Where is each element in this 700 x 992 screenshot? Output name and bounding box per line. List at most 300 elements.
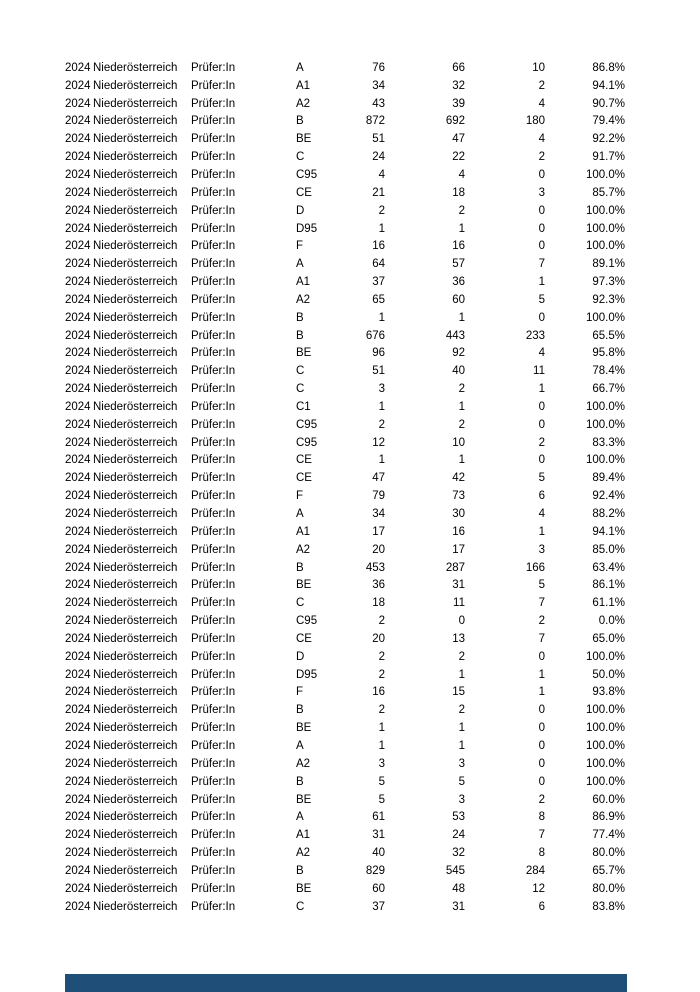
cell-count-1: 18 (372, 597, 385, 610)
cell-class: B (296, 704, 304, 717)
cell-class: B (296, 311, 304, 324)
cell-count-1: 43 (372, 97, 385, 110)
cell-class: C95 (296, 168, 318, 181)
cell-count-3: 2 (538, 151, 545, 164)
table-row (0, 844, 700, 862)
cell-examiner: Prüfer:In (191, 757, 236, 770)
cell-year: 2024 (65, 293, 91, 306)
cell-count-1: 4 (378, 168, 385, 181)
table-row (0, 773, 700, 791)
cell-region: Niederösterreich (93, 383, 178, 396)
cell-count-1: 12 (372, 436, 385, 449)
cell-count-2: 1 (458, 739, 465, 752)
cell-pass-rate: 86.8% (592, 61, 625, 74)
cell-count-1: 96 (372, 347, 385, 360)
cell-count-3: 0 (538, 722, 545, 735)
cell-year: 2024 (65, 900, 91, 913)
cell-count-3: 3 (538, 543, 545, 556)
cell-count-3: 5 (538, 472, 545, 485)
cell-year: 2024 (65, 561, 91, 574)
cell-class: D95 (296, 222, 318, 235)
cell-examiner: Prüfer:In (191, 79, 236, 92)
footer-highlight-bar (65, 974, 627, 992)
cell-class: D95 (296, 668, 318, 681)
cell-region: Niederösterreich (93, 365, 178, 378)
cell-count-1: 65 (372, 293, 385, 306)
cell-examiner: Prüfer:In (191, 864, 236, 877)
cell-region: Niederösterreich (93, 276, 178, 289)
cell-count-1: 1 (378, 311, 385, 324)
cell-class: A (296, 811, 304, 824)
cell-region: Niederösterreich (93, 168, 178, 181)
cell-count-2: 15 (452, 686, 465, 699)
table-row (0, 398, 700, 416)
cell-region: Niederösterreich (93, 739, 178, 752)
cell-year: 2024 (65, 650, 91, 663)
cell-region: Niederösterreich (93, 400, 178, 413)
table-row (0, 309, 700, 327)
cell-count-3: 0 (538, 775, 545, 788)
cell-pass-rate: 50.0% (592, 668, 625, 681)
cell-count-1: 37 (372, 276, 385, 289)
cell-year: 2024 (65, 757, 91, 770)
cell-year: 2024 (65, 472, 91, 485)
cell-pass-rate: 97.3% (592, 276, 625, 289)
cell-year: 2024 (65, 454, 91, 467)
cell-region: Niederösterreich (93, 115, 178, 128)
cell-count-3: 4 (538, 133, 545, 146)
cell-class: CE (296, 186, 312, 199)
table-row (0, 523, 700, 541)
cell-region: Niederösterreich (93, 418, 178, 431)
cell-year: 2024 (65, 579, 91, 592)
cell-count-1: 20 (372, 632, 385, 645)
cell-count-2: 47 (452, 133, 465, 146)
cell-count-2: 66 (452, 61, 465, 74)
cell-region: Niederösterreich (93, 293, 178, 306)
cell-count-3: 4 (538, 347, 545, 360)
cell-count-1: 2 (378, 704, 385, 717)
cell-region: Niederösterreich (93, 704, 178, 717)
cell-count-2: 2 (458, 704, 465, 717)
cell-count-1: 3 (378, 383, 385, 396)
cell-count-2: 10 (452, 436, 465, 449)
cell-class: B (296, 775, 304, 788)
cell-pass-rate: 100.0% (585, 775, 625, 788)
cell-count-3: 11 (533, 365, 545, 378)
cell-count-3: 0 (538, 650, 545, 663)
cell-examiner: Prüfer:In (191, 400, 236, 413)
table-row (0, 630, 700, 648)
cell-region: Niederösterreich (93, 79, 178, 92)
table-row (0, 273, 700, 291)
table-row (0, 862, 700, 880)
cell-year: 2024 (65, 240, 91, 253)
table-row (0, 362, 700, 380)
cell-year: 2024 (65, 864, 91, 877)
cell-count-2: 692 (445, 115, 465, 128)
cell-pass-rate: 65.7% (592, 864, 625, 877)
cell-class: A2 (296, 293, 311, 306)
cell-class: B (296, 864, 304, 877)
cell-class: BE (296, 882, 312, 895)
cell-year: 2024 (65, 436, 91, 449)
cell-count-2: 18 (452, 186, 465, 199)
table-row (0, 380, 700, 398)
cell-count-3: 0 (538, 400, 545, 413)
cell-examiner: Prüfer:In (191, 775, 236, 788)
cell-class: BE (296, 133, 312, 146)
cell-count-1: 829 (365, 864, 385, 877)
cell-count-3: 284 (525, 864, 545, 877)
table-row (0, 487, 700, 505)
cell-pass-rate: 89.1% (592, 258, 625, 271)
cell-year: 2024 (65, 490, 91, 503)
cell-pass-rate: 60.0% (592, 793, 625, 806)
cell-count-3: 1 (538, 686, 545, 699)
cell-count-1: 61 (372, 811, 385, 824)
cell-year: 2024 (65, 882, 91, 895)
cell-region: Niederösterreich (93, 186, 178, 199)
cell-count-1: 51 (372, 365, 385, 378)
cell-count-2: 36 (452, 276, 465, 289)
cell-class: C1 (296, 400, 311, 413)
cell-count-3: 180 (525, 115, 545, 128)
cell-class: F (296, 240, 304, 253)
cell-count-2: 17 (452, 543, 465, 556)
table-row (0, 612, 700, 630)
cell-class: F (296, 490, 304, 503)
cell-pass-rate: 78.4% (592, 365, 625, 378)
cell-region: Niederösterreich (93, 757, 178, 770)
table-row (0, 684, 700, 702)
cell-examiner: Prüfer:In (191, 793, 236, 806)
cell-year: 2024 (65, 739, 91, 752)
cell-count-1: 453 (365, 561, 385, 574)
cell-count-2: 2 (458, 383, 465, 396)
cell-pass-rate: 85.7% (592, 186, 625, 199)
cell-region: Niederösterreich (93, 490, 178, 503)
cell-class: A (296, 508, 304, 521)
cell-year: 2024 (65, 133, 91, 146)
cell-count-3: 6 (538, 900, 545, 913)
cell-count-2: 2 (458, 204, 465, 217)
cell-region: Niederösterreich (93, 204, 178, 217)
cell-count-3: 1 (538, 525, 545, 538)
cell-examiner: Prüfer:In (191, 882, 236, 895)
cell-year: 2024 (65, 61, 91, 74)
cell-class: C95 (296, 418, 318, 431)
cell-examiner: Prüfer:In (191, 579, 236, 592)
cell-region: Niederösterreich (93, 829, 178, 842)
cell-region: Niederösterreich (93, 775, 178, 788)
cell-pass-rate: 89.4% (592, 472, 625, 485)
cell-region: Niederösterreich (93, 686, 178, 699)
cell-count-3: 5 (538, 293, 545, 306)
cell-examiner: Prüfer:In (191, 632, 236, 645)
cell-region: Niederösterreich (93, 722, 178, 735)
cell-year: 2024 (65, 722, 91, 735)
cell-year: 2024 (65, 115, 91, 128)
cell-region: Niederösterreich (93, 329, 178, 342)
cell-pass-rate: 100.0% (585, 757, 625, 770)
cell-count-1: 31 (372, 829, 385, 842)
cell-pass-rate: 91.7% (592, 151, 625, 164)
cell-examiner: Prüfer:In (191, 508, 236, 521)
cell-year: 2024 (65, 508, 91, 521)
cell-region: Niederösterreich (93, 847, 178, 860)
table-row (0, 416, 700, 434)
cell-pass-rate: 100.0% (585, 418, 625, 431)
cell-class: C (296, 383, 305, 396)
cell-class: A (296, 739, 304, 752)
cell-count-2: 1 (458, 722, 465, 735)
cell-year: 2024 (65, 811, 91, 824)
cell-count-2: 16 (452, 240, 465, 253)
cell-class: B (296, 561, 304, 574)
table-row (0, 77, 700, 95)
cell-class: BE (296, 793, 312, 806)
cell-count-2: 1 (458, 454, 465, 467)
table-row (0, 291, 700, 309)
cell-examiner: Prüfer:In (191, 311, 236, 324)
cell-pass-rate: 93.8% (592, 686, 625, 699)
cell-year: 2024 (65, 258, 91, 271)
cell-class: CE (296, 632, 312, 645)
cell-count-1: 2 (378, 615, 385, 628)
table-row (0, 808, 700, 826)
table-row (0, 202, 700, 220)
cell-pass-rate: 63.4% (592, 561, 625, 574)
cell-count-1: 1 (378, 222, 385, 235)
cell-count-2: 73 (452, 490, 465, 503)
cell-examiner: Prüfer:In (191, 597, 236, 610)
table-row (0, 559, 700, 577)
cell-count-2: 16 (452, 525, 465, 538)
cell-count-1: 1 (378, 400, 385, 413)
cell-year: 2024 (65, 543, 91, 556)
cell-class: B (296, 329, 304, 342)
cell-region: Niederösterreich (93, 900, 178, 913)
cell-count-1: 21 (372, 186, 385, 199)
cell-count-1: 872 (365, 115, 385, 128)
cell-region: Niederösterreich (93, 436, 178, 449)
cell-count-2: 32 (452, 847, 465, 860)
cell-region: Niederösterreich (93, 668, 178, 681)
cell-year: 2024 (65, 383, 91, 396)
cell-count-2: 2 (458, 650, 465, 663)
table-row (0, 826, 700, 844)
cell-class: A1 (296, 525, 311, 538)
cell-count-1: 51 (372, 133, 385, 146)
cell-pass-rate: 100.0% (585, 722, 625, 735)
cell-year: 2024 (65, 632, 91, 645)
cell-count-2: 3 (458, 757, 465, 770)
cell-examiner: Prüfer:In (191, 668, 236, 681)
cell-count-3: 0 (538, 168, 545, 181)
cell-class: A (296, 258, 304, 271)
cell-count-1: 2 (378, 418, 385, 431)
cell-examiner: Prüfer:In (191, 615, 236, 628)
cell-year: 2024 (65, 847, 91, 860)
cell-count-3: 3 (538, 186, 545, 199)
cell-count-2: 32 (452, 79, 465, 92)
cell-count-3: 0 (538, 739, 545, 752)
cell-year: 2024 (65, 347, 91, 360)
cell-pass-rate: 95.8% (592, 347, 625, 360)
table-row (0, 701, 700, 719)
cell-class: D (296, 650, 305, 663)
cell-count-3: 0 (538, 757, 545, 770)
cell-count-2: 4 (458, 168, 465, 181)
cell-region: Niederösterreich (93, 258, 178, 271)
cell-count-2: 1 (458, 222, 465, 235)
cell-examiner: Prüfer:In (191, 186, 236, 199)
cell-year: 2024 (65, 793, 91, 806)
cell-year: 2024 (65, 97, 91, 110)
table-row (0, 755, 700, 773)
cell-pass-rate: 86.9% (592, 811, 625, 824)
cell-count-2: 22 (452, 151, 465, 164)
cell-examiner: Prüfer:In (191, 739, 236, 752)
cell-count-3: 166 (525, 561, 545, 574)
cell-count-2: 545 (445, 864, 465, 877)
cell-year: 2024 (65, 276, 91, 289)
cell-pass-rate: 80.0% (592, 882, 625, 895)
cell-class: B (296, 115, 304, 128)
cell-region: Niederösterreich (93, 882, 178, 895)
cell-count-3: 2 (538, 79, 545, 92)
table-row (0, 880, 700, 898)
cell-examiner: Prüfer:In (191, 347, 236, 360)
cell-pass-rate: 61.1% (592, 597, 625, 610)
cell-count-1: 64 (372, 258, 385, 271)
cell-region: Niederösterreich (93, 615, 178, 628)
cell-examiner: Prüfer:In (191, 61, 236, 74)
cell-pass-rate: 66.7% (592, 383, 625, 396)
cell-examiner: Prüfer:In (191, 418, 236, 431)
cell-year: 2024 (65, 704, 91, 717)
table-row (0, 237, 700, 255)
cell-count-2: 53 (452, 811, 465, 824)
cell-examiner: Prüfer:In (191, 258, 236, 271)
table-row (0, 469, 700, 487)
cell-examiner: Prüfer:In (191, 561, 236, 574)
cell-pass-rate: 85.0% (592, 543, 625, 556)
cell-count-2: 30 (452, 508, 465, 521)
cell-class: BE (296, 579, 312, 592)
cell-count-3: 233 (525, 329, 545, 342)
cell-region: Niederösterreich (93, 133, 178, 146)
cell-pass-rate: 94.1% (592, 79, 625, 92)
cell-pass-rate: 100.0% (585, 240, 625, 253)
cell-count-3: 2 (538, 615, 545, 628)
cell-year: 2024 (65, 686, 91, 699)
cell-count-3: 1 (538, 668, 545, 681)
cell-count-1: 2 (378, 650, 385, 663)
table-row (0, 113, 700, 131)
cell-examiner: Prüfer:In (191, 472, 236, 485)
results-table (0, 59, 700, 916)
cell-count-2: 1 (458, 311, 465, 324)
cell-count-2: 57 (452, 258, 465, 271)
cell-count-1: 20 (372, 543, 385, 556)
table-row (0, 434, 700, 452)
cell-region: Niederösterreich (93, 561, 178, 574)
cell-year: 2024 (65, 365, 91, 378)
cell-examiner: Prüfer:In (191, 240, 236, 253)
cell-count-1: 34 (372, 508, 385, 521)
cell-class: A1 (296, 79, 311, 92)
table-row (0, 345, 700, 363)
cell-count-2: 1 (458, 400, 465, 413)
cell-count-2: 13 (452, 632, 465, 645)
cell-region: Niederösterreich (93, 525, 178, 538)
cell-count-1: 24 (372, 151, 385, 164)
table-row (0, 220, 700, 238)
cell-region: Niederösterreich (93, 454, 178, 467)
cell-count-1: 34 (372, 79, 385, 92)
cell-year: 2024 (65, 525, 91, 538)
cell-count-3: 12 (532, 882, 545, 895)
cell-count-3: 0 (538, 240, 545, 253)
cell-count-1: 5 (378, 775, 385, 788)
cell-class: C95 (296, 436, 318, 449)
cell-region: Niederösterreich (93, 864, 178, 877)
table-row (0, 666, 700, 684)
cell-examiner: Prüfer:In (191, 811, 236, 824)
cell-pass-rate: 86.1% (592, 579, 625, 592)
cell-region: Niederösterreich (93, 97, 178, 110)
cell-examiner: Prüfer:In (191, 97, 236, 110)
cell-count-1: 1 (378, 722, 385, 735)
cell-region: Niederösterreich (93, 222, 178, 235)
cell-count-2: 2 (458, 418, 465, 431)
cell-examiner: Prüfer:In (191, 525, 236, 538)
cell-region: Niederösterreich (93, 151, 178, 164)
cell-count-3: 0 (538, 704, 545, 717)
cell-count-2: 287 (445, 561, 465, 574)
cell-pass-rate: 65.0% (592, 632, 625, 645)
cell-count-3: 1 (538, 276, 545, 289)
table-row (0, 541, 700, 559)
cell-examiner: Prüfer:In (191, 365, 236, 378)
cell-class: BE (296, 722, 312, 735)
cell-count-2: 60 (452, 293, 465, 306)
cell-class: A2 (296, 97, 311, 110)
cell-region: Niederösterreich (93, 632, 178, 645)
cell-pass-rate: 100.0% (585, 400, 625, 413)
cell-count-1: 47 (372, 472, 385, 485)
cell-count-3: 0 (538, 311, 545, 324)
cell-class: CE (296, 454, 312, 467)
cell-pass-rate: 88.2% (592, 508, 625, 521)
cell-examiner: Prüfer:In (191, 293, 236, 306)
cell-examiner: Prüfer:In (191, 168, 236, 181)
table-row (0, 791, 700, 809)
cell-region: Niederösterreich (93, 811, 178, 824)
cell-region: Niederösterreich (93, 472, 178, 485)
cell-count-3: 7 (538, 829, 545, 842)
cell-pass-rate: 100.0% (585, 454, 625, 467)
cell-pass-rate: 65.5% (592, 329, 625, 342)
cell-count-1: 79 (372, 490, 385, 503)
cell-count-1: 3 (378, 757, 385, 770)
cell-count-2: 24 (452, 829, 465, 842)
cell-year: 2024 (65, 668, 91, 681)
cell-count-3: 5 (538, 579, 545, 592)
cell-pass-rate: 100.0% (585, 222, 625, 235)
